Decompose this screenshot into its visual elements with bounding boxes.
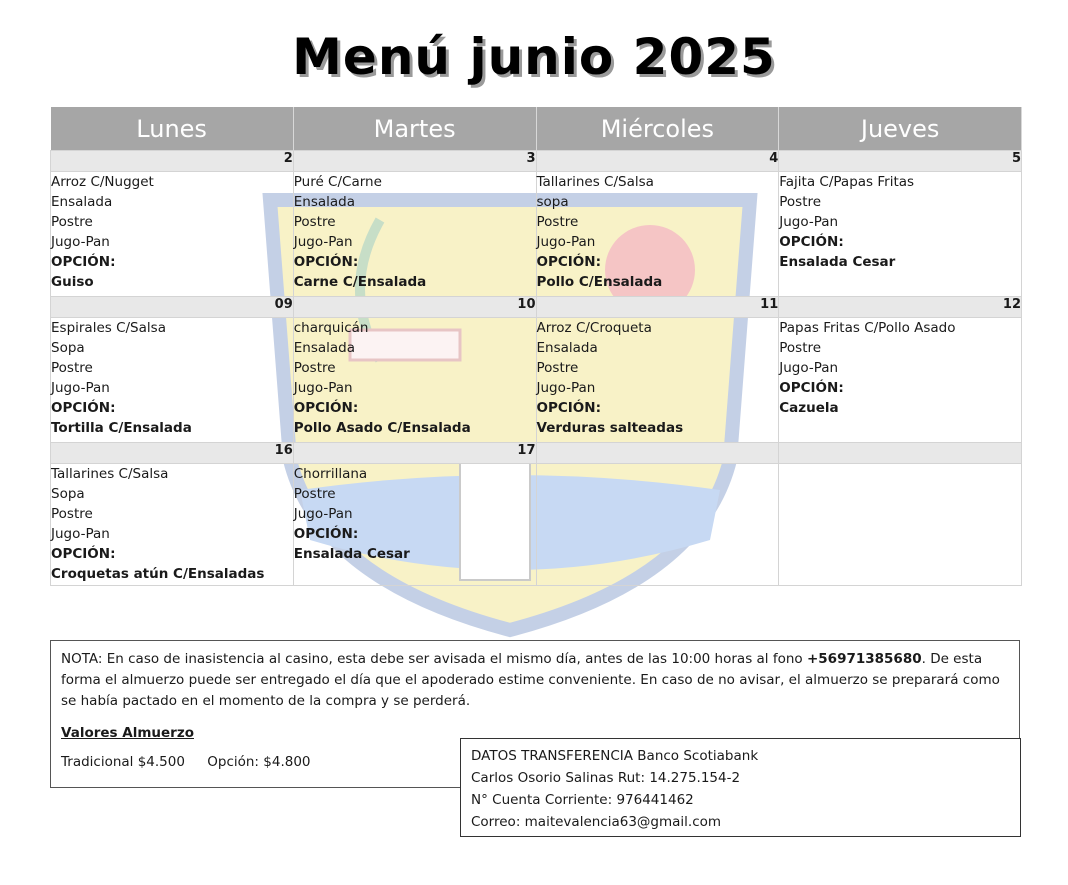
option-label: OPCIÓN: [779, 380, 844, 396]
value-traditional: Tradicional $4.500 [61, 754, 185, 770]
menu-item: Jugo-Pan [779, 360, 839, 376]
date-row [51, 443, 1022, 464]
menu-cell [779, 172, 1022, 297]
menu-item: Jugo-Pan [536, 380, 596, 396]
menu-item: Jugo-Pan [51, 234, 110, 250]
day-header-lunes: Lunes [51, 107, 294, 151]
day-header-miercoles: Miércoles [536, 107, 779, 151]
menu-item: Arroz C/Croqueta [536, 320, 652, 336]
menu-item: Ensalada [293, 194, 356, 210]
option-dish: Pollo Asado C/Ensalada [293, 420, 471, 436]
menu-item: charquicán [293, 320, 369, 336]
menu-item: Jugo-Pan [293, 506, 353, 522]
menu-cell [293, 318, 536, 443]
menu-cell [779, 464, 1022, 586]
note-text [61, 649, 1009, 712]
day-number [779, 443, 1022, 464]
menu-item: sopa [536, 194, 569, 210]
menu-item: Postre [51, 360, 93, 376]
day-number: 16 [51, 443, 294, 464]
menu-item: Jugo-Pan [51, 380, 110, 396]
menu-item: Jugo-Pan [536, 234, 596, 250]
option-label: OPCIÓN: [779, 234, 844, 250]
option-dish: Cazuela [779, 400, 839, 416]
day-number [536, 443, 779, 464]
menu-item: Papas Fritas C/Pollo Asado [779, 320, 956, 336]
option-label: OPCIÓN: [536, 400, 601, 416]
day-number: 10 [293, 297, 536, 318]
option-label: OPCIÓN: [51, 254, 116, 270]
menu-item: Ensalada [293, 340, 356, 356]
option-dish: Tortilla C/Ensalada [51, 420, 192, 436]
option-dish: Carne C/Ensalada [293, 274, 427, 290]
transfer-holder: Carlos Osorio Salinas Rut: 14.275.154-2 [471, 770, 741, 786]
menu-cell [779, 318, 1022, 443]
menu-item: Jugo-Pan [293, 380, 353, 396]
values-title: Valores Almuerzo [61, 725, 194, 741]
menu-item: Jugo-Pan [51, 526, 110, 542]
menu-cell [51, 172, 294, 297]
menu-row [51, 172, 1022, 297]
option-dish: Ensalada Cesar [293, 546, 410, 562]
menu-row [51, 464, 1022, 586]
option-dish: Pollo C/Ensalada [536, 274, 663, 290]
menu-table [50, 107, 1022, 586]
option-label: OPCIÓN: [293, 400, 359, 416]
menu-cell [51, 318, 294, 443]
menu-row [51, 318, 1022, 443]
menu-item: Chorrillana [293, 466, 368, 482]
option-dish: Guiso [51, 274, 94, 290]
day-number: 11 [536, 297, 779, 318]
value-option: Opción: $4.800 [207, 754, 311, 770]
date-row [51, 151, 1022, 172]
option-label: OPCIÓN: [51, 546, 116, 562]
menu-item: Postre [293, 486, 336, 502]
menu-item: Tallarines C/Salsa [536, 174, 654, 190]
menu-item: Postre [293, 360, 336, 376]
menu-cell [293, 464, 536, 586]
day-number: 4 [536, 151, 779, 172]
menu-cell [293, 172, 536, 297]
day-number: 5 [779, 151, 1022, 172]
day-number: 12 [779, 297, 1022, 318]
menu-item: Postre [293, 214, 336, 230]
menu-item: Postre [51, 506, 93, 522]
option-label: OPCIÓN: [536, 254, 601, 270]
menu-item: Postre [536, 360, 579, 376]
menu-item: Fajita C/Papas Fritas [779, 174, 915, 190]
day-number: 3 [293, 151, 536, 172]
menu-item: Puré C/Carne [293, 174, 382, 190]
option-dish: Croquetas atún C/Ensaladas [51, 566, 265, 582]
menu-cell [536, 172, 779, 297]
transfer-bank: DATOS TRANSFERENCIA Banco Scotiabank [471, 748, 759, 764]
menu-item: Postre [779, 194, 822, 210]
menu-item: Postre [779, 340, 822, 356]
transfer-email: Correo: maitevalencia63@gmail.com [471, 814, 722, 830]
option-label: OPCIÓN: [293, 526, 359, 542]
page-title: Menú junio 2025 [292, 28, 776, 86]
menu-item: Arroz C/Nugget [51, 174, 154, 190]
menu-cell [536, 464, 779, 586]
menu-item: Jugo-Pan [779, 214, 839, 230]
option-dish: Ensalada Cesar [779, 254, 896, 270]
menu-body [51, 151, 1022, 586]
menu-item: Sopa [51, 340, 85, 356]
option-dish: Verduras salteadas [536, 420, 684, 436]
option-label: OPCIÓN: [51, 400, 116, 416]
menu-item: Ensalada [536, 340, 598, 356]
day-header-martes: Martes [293, 107, 536, 151]
transfer-box [460, 738, 1021, 837]
day-number: 2 [51, 151, 294, 172]
menu-item: Postre [536, 214, 579, 230]
menu-item: Sopa [51, 486, 85, 502]
note-prefix: NOTA: En caso de inasistencia al casino, esta debe ser avisada el mismo día, antes de las 10:00 horas al fono [61, 651, 807, 667]
date-row [51, 297, 1022, 318]
menu-item: Tallarines C/Salsa [51, 466, 169, 482]
menu-cell [536, 318, 779, 443]
menu-item: Espirales C/Salsa [51, 320, 166, 336]
menu-cell [51, 464, 294, 586]
menu-item: Postre [51, 214, 93, 230]
menu-item: Ensalada [51, 194, 113, 210]
transfer-account: N° Cuenta Corriente: 976441462 [471, 792, 694, 808]
note-suffix: . De esta forma el almuerzo puede ser entregado el día que el apoderado estime conveniente. En caso de no avisar, el almuerzo se preparará como se había pactado en el momento de la compra y se perderá. [61, 651, 1000, 709]
day-number: 17 [293, 443, 536, 464]
note-phone: +56971385680 [806, 651, 922, 667]
day-header-jueves: Jueves [779, 107, 1022, 151]
menu-item: Jugo-Pan [293, 234, 353, 250]
day-number: 09 [51, 297, 294, 318]
option-label: OPCIÓN: [293, 254, 359, 270]
